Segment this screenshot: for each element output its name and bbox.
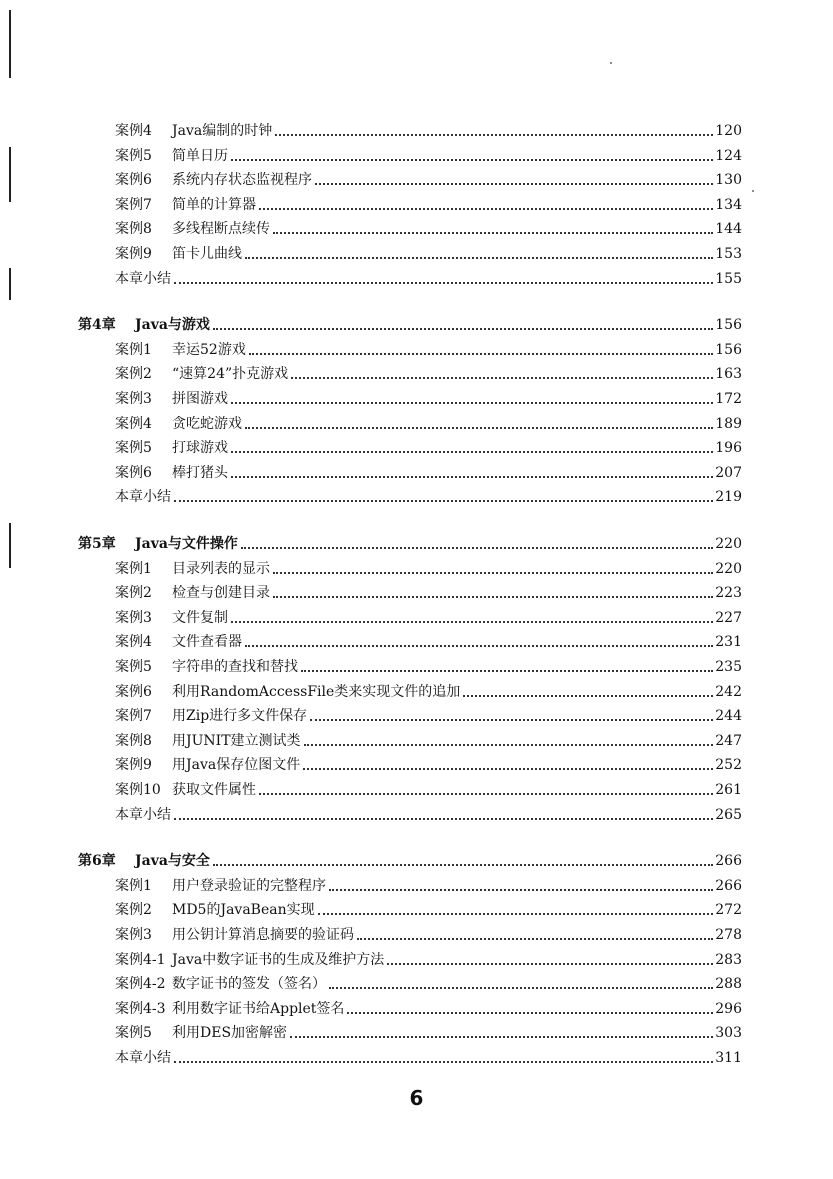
- dot-leader: [174, 500, 713, 502]
- dot-leader: [231, 402, 713, 404]
- case-number: 案例9: [115, 246, 152, 262]
- page-ref: 156: [715, 342, 742, 358]
- page-ref: 303: [715, 1025, 742, 1041]
- chapter-title: Java与游戏: [135, 317, 210, 333]
- case-number: 案例7: [115, 197, 152, 213]
- case-number: 案例1: [115, 561, 152, 577]
- dot-leader: [303, 768, 713, 770]
- chapter-title: Java与安全: [135, 853, 210, 869]
- page-ref: 207: [715, 465, 742, 481]
- page-ref: 134: [715, 197, 742, 213]
- entry-title: 获取文件属性: [172, 782, 256, 798]
- dot-leader: [329, 987, 713, 989]
- dot-leader: [310, 719, 713, 721]
- toc-label: [115, 877, 326, 895]
- dot-leader: [290, 1036, 713, 1038]
- case-number: 案例6: [115, 172, 152, 188]
- page-ref: 265: [715, 807, 742, 823]
- dot-leader: [241, 547, 713, 549]
- entry-title: 多线程断点续传: [172, 221, 270, 237]
- toc-label: [115, 220, 270, 238]
- entry-title: 简单日历: [172, 148, 228, 164]
- page-ref: 153: [715, 246, 742, 262]
- scan-edge-mark: [9, 10, 11, 78]
- toc-label: [78, 535, 238, 553]
- toc-label: [115, 196, 256, 214]
- toc-label: [78, 316, 210, 334]
- toc-label: [115, 1024, 287, 1042]
- case-number: 案例6: [115, 465, 152, 481]
- case-number: 案例2: [115, 366, 152, 382]
- page-ref: 252: [715, 757, 742, 773]
- toc-label: [115, 390, 228, 408]
- page-ref: 223: [715, 585, 742, 601]
- page-ref: 235: [715, 659, 742, 675]
- toc-entry-row: [115, 266, 742, 288]
- case-number: 案例4-1: [115, 952, 166, 968]
- toc-label: [115, 464, 228, 482]
- page-ref: 278: [715, 927, 742, 943]
- scan-speck: [752, 190, 754, 192]
- scan-edge-mark: [9, 268, 11, 300]
- entry-title: 文件查看器: [172, 634, 242, 650]
- page-ref: 163: [715, 366, 742, 382]
- toc-label: [115, 926, 354, 944]
- case-number: 案例7: [115, 708, 152, 724]
- entry-title: 用户登录验证的完整程序: [172, 878, 326, 894]
- entry-title: 笛卡儿曲线: [172, 246, 242, 262]
- toc-label: [115, 171, 312, 189]
- toc-entry-row: [115, 192, 742, 214]
- toc-entry-row: [115, 947, 742, 969]
- toc-entry-row: [115, 556, 742, 578]
- entry-title: Java编制的时钟: [172, 123, 273, 139]
- dot-leader: [245, 427, 713, 429]
- page-ref: 220: [715, 536, 742, 552]
- toc-label: [115, 658, 298, 676]
- toc-label: [115, 147, 228, 165]
- case-number: 案例5: [115, 440, 152, 456]
- page-ref: 144: [715, 221, 742, 237]
- dot-leader: [329, 889, 713, 891]
- entry-title: 目录列表的显示: [172, 561, 270, 577]
- chapter-number: 第4章: [78, 317, 116, 333]
- toc-entry-row: [115, 897, 742, 919]
- toc-label: [115, 781, 256, 799]
- dot-leader: [387, 963, 713, 965]
- dot-leader: [347, 1012, 713, 1014]
- page-ref: 311: [715, 1050, 742, 1066]
- case-number: 案例2: [115, 585, 152, 601]
- page-ref: 130: [715, 172, 742, 188]
- case-number: 案例1: [115, 878, 152, 894]
- toc-label: [115, 901, 315, 919]
- toc-entry-row: [115, 996, 742, 1018]
- entry-title: 贪吃蛇游戏: [172, 416, 242, 432]
- toc-entry-row: [115, 703, 742, 725]
- toc-label: [115, 415, 242, 433]
- toc-label: [115, 341, 246, 359]
- scan-edge-mark: [9, 147, 11, 202]
- toc-label: [115, 707, 307, 725]
- entry-title: 本章小结: [115, 489, 171, 505]
- case-number: 案例3: [115, 927, 152, 943]
- case-number: 案例1: [115, 342, 152, 358]
- page-ref: 227: [715, 610, 742, 626]
- dot-leader: [463, 695, 713, 697]
- page-ref: 283: [715, 952, 742, 968]
- entry-title: 用Zip进行多文件保存: [172, 708, 308, 724]
- toc-label: [115, 806, 171, 824]
- toc-entry-row: [115, 679, 742, 701]
- case-number: 案例8: [115, 221, 152, 237]
- toc-entry-row: [115, 241, 742, 263]
- entry-title: 数字证书的签发（签名）: [172, 976, 326, 992]
- toc-entry-row: [115, 118, 742, 140]
- case-number: 案例9: [115, 757, 152, 773]
- page-ref: 220: [715, 561, 742, 577]
- entry-title: 用JUNIT建立测试类: [172, 733, 301, 749]
- case-number: 案例5: [115, 148, 152, 164]
- page-ref: 272: [715, 902, 742, 918]
- case-number: 案例4-3: [115, 1001, 166, 1017]
- toc-entry-row: [115, 435, 742, 457]
- entry-title: 利用DES加密解密: [172, 1025, 288, 1041]
- case-number: 案例8: [115, 733, 152, 749]
- toc-entry-row: [115, 361, 742, 383]
- case-number: 案例5: [115, 1025, 152, 1041]
- entry-title: 利用数字证书给Applet签名: [172, 1001, 345, 1017]
- entry-title: 文件复制: [172, 610, 228, 626]
- toc-entry-row: [115, 460, 742, 482]
- toc-label: [115, 584, 270, 602]
- page-ref: 156: [715, 317, 742, 333]
- page-ref: 231: [715, 634, 742, 650]
- page-number: 6: [409, 1086, 424, 1110]
- dot-leader: [231, 159, 713, 161]
- entry-title: “速算24”扑克游戏: [172, 366, 289, 382]
- dot-leader: [273, 232, 713, 234]
- chapter-title: Java与文件操作: [135, 536, 238, 552]
- entry-title: 棒打猪头: [172, 465, 228, 481]
- case-number: 案例2: [115, 902, 152, 918]
- toc-entry-row: [115, 484, 742, 506]
- case-number: 案例5: [115, 659, 152, 675]
- toc-entry-row: [115, 580, 742, 602]
- page-ref: 296: [715, 1001, 742, 1017]
- toc-entry-row: [115, 411, 742, 433]
- toc-label: [115, 732, 301, 750]
- toc-label: [115, 245, 242, 263]
- dot-leader: [245, 257, 713, 259]
- entry-title: 简单的计算器: [172, 197, 256, 213]
- dot-leader: [249, 353, 713, 355]
- toc-label: [115, 1049, 171, 1067]
- toc-label: [115, 756, 300, 774]
- page-ref: 120: [715, 123, 742, 139]
- toc-entry-row: [115, 802, 742, 824]
- toc-label: [115, 633, 242, 651]
- entry-title: 检查与创建目录: [172, 585, 270, 601]
- toc-chapter-row: [78, 848, 742, 870]
- page-ref: 261: [715, 782, 742, 798]
- toc-label: [115, 122, 272, 140]
- toc-entry-row: [115, 1020, 742, 1042]
- toc-label: [115, 609, 228, 627]
- page-ref: 172: [715, 391, 742, 407]
- toc-entry-row: [115, 728, 742, 750]
- entry-title: 本章小结: [115, 807, 171, 823]
- dot-leader: [174, 282, 713, 284]
- page-ref: 196: [715, 440, 742, 456]
- toc-label: [115, 975, 326, 993]
- case-number: 案例4: [115, 123, 152, 139]
- dot-leader: [301, 670, 713, 672]
- page-ref: 219: [715, 489, 742, 505]
- toc-entry-row: [115, 167, 742, 189]
- dot-leader: [231, 476, 713, 478]
- toc-label: [115, 439, 228, 457]
- entry-title: Java中数字证书的生成及维护方法: [172, 952, 385, 968]
- case-number: 案例6: [115, 684, 152, 700]
- entry-title: 用公钥计算消息摘要的验证码: [172, 927, 354, 943]
- dot-leader: [174, 818, 713, 820]
- scan-speck: [610, 62, 612, 64]
- entry-title: 用Java保存位图文件: [172, 757, 301, 773]
- toc-label: [115, 488, 171, 506]
- entry-title: 本章小结: [115, 1050, 171, 1066]
- dot-leader: [315, 183, 713, 185]
- toc-entry-row: [115, 143, 742, 165]
- toc-label: [115, 951, 384, 969]
- entry-title: 幸运52游戏: [172, 342, 246, 358]
- toc-entry-row: [115, 873, 742, 895]
- page-ref: 189: [715, 416, 742, 432]
- case-number: 案例4-2: [115, 976, 166, 992]
- toc-entry-row: [115, 1045, 742, 1067]
- page-ref: 155: [715, 271, 742, 287]
- entry-title: 字符串的查找和替找: [172, 659, 298, 675]
- dot-leader: [231, 451, 713, 453]
- chapter-number: 第5章: [78, 536, 116, 552]
- toc-entry-row: [115, 605, 742, 627]
- toc-entry-row: [115, 216, 742, 238]
- dot-leader: [273, 596, 713, 598]
- dot-leader: [259, 208, 713, 210]
- dot-leader: [357, 938, 713, 940]
- toc-chapter-row: [78, 312, 742, 334]
- page-ref: 288: [715, 976, 742, 992]
- page-ref: 266: [715, 878, 742, 894]
- page-ref: 242: [715, 684, 742, 700]
- entry-title: 利用RandomAccessFile类来实现文件的追加: [172, 684, 461, 700]
- toc-entry-row: [115, 777, 742, 799]
- toc-label: [115, 560, 270, 578]
- chapter-number: 第6章: [78, 853, 116, 869]
- case-number: 案例3: [115, 610, 152, 626]
- page-ref: 247: [715, 733, 742, 749]
- case-number: 案例4: [115, 634, 152, 650]
- dot-leader: [174, 1061, 713, 1063]
- case-number: 案例3: [115, 391, 152, 407]
- dot-leader: [213, 328, 713, 330]
- dot-leader: [304, 744, 714, 746]
- entry-title: 拼图游戏: [172, 391, 228, 407]
- toc-entry-row: [115, 386, 742, 408]
- dot-leader: [318, 913, 714, 915]
- toc-entry-row: [115, 971, 742, 993]
- page-ref: 244: [715, 708, 742, 724]
- toc-entry-row: [115, 337, 742, 359]
- toc-label: [115, 365, 288, 383]
- entry-title: 本章小结: [115, 271, 171, 287]
- dot-leader: [291, 377, 713, 379]
- page-ref: 124: [715, 148, 742, 164]
- dot-leader: [213, 864, 713, 866]
- toc-label: [115, 1000, 344, 1018]
- toc-entry-row: [115, 922, 742, 944]
- toc-chapter-row: [78, 531, 742, 553]
- toc-entry-row: [115, 654, 742, 676]
- toc-label: [115, 683, 460, 701]
- dot-leader: [259, 793, 713, 795]
- entry-title: MD5的JavaBean实现: [172, 902, 315, 918]
- page-ref: 266: [715, 853, 742, 869]
- dot-leader: [273, 572, 713, 574]
- dot-leader: [245, 645, 713, 647]
- dot-leader: [275, 134, 713, 136]
- toc-entry-row: [115, 752, 742, 774]
- entry-title: 打球游戏: [172, 440, 228, 456]
- dot-leader: [231, 621, 713, 623]
- toc-label: [78, 852, 210, 870]
- toc-label: [115, 270, 171, 288]
- toc-entry-row: [115, 629, 742, 651]
- entry-title: 系统内存状态监视程序: [172, 172, 312, 188]
- scan-edge-mark: [9, 523, 11, 568]
- case-number: 案例10: [115, 782, 161, 798]
- case-number: 案例4: [115, 416, 152, 432]
